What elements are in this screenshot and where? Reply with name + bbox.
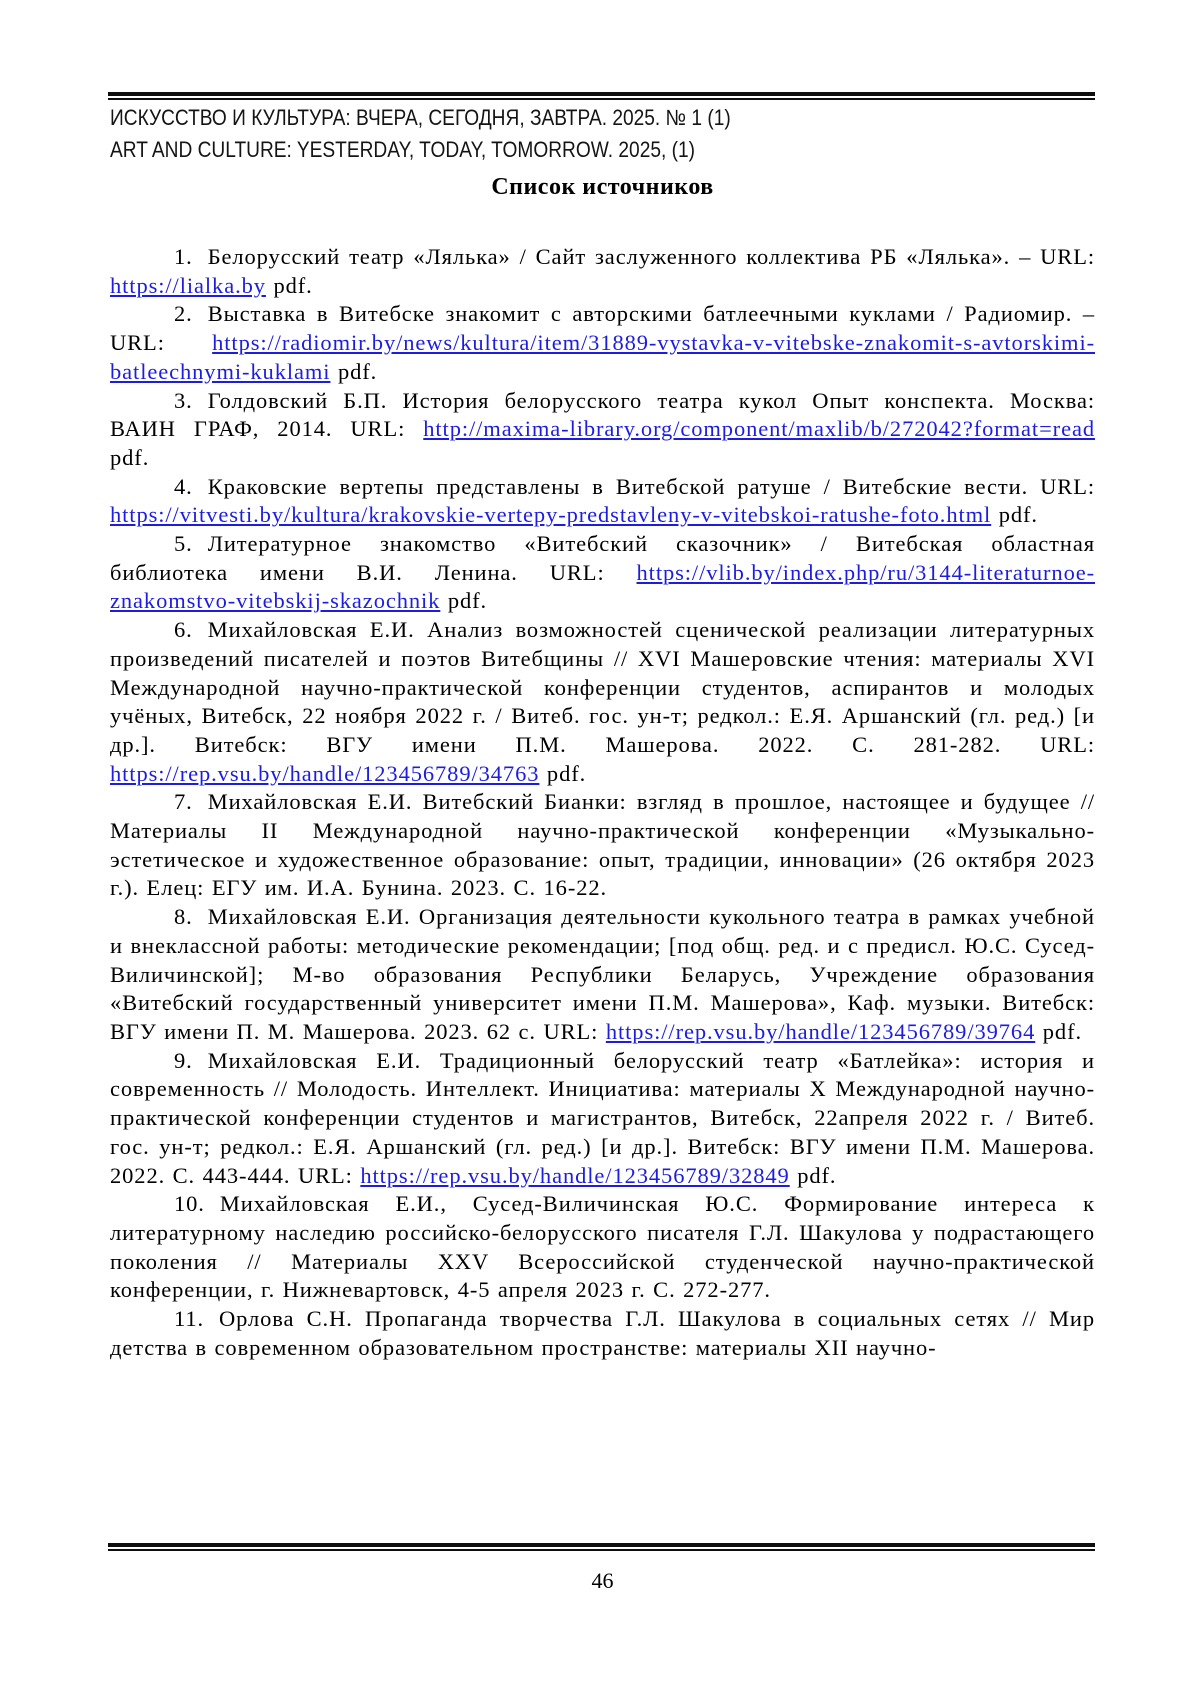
- reference-text-after: pdf.: [789, 1162, 837, 1188]
- reference-item: [110, 788, 1095, 903]
- reference-link[interactable]: https://rep.vsu.by/handle/123456789/39764: [605, 1018, 1036, 1044]
- header-rule: [108, 92, 1095, 100]
- reference-text: Краковские вертепы представлены в Витебской ратуше / Витебские вести. URL:: [207, 473, 1095, 499]
- page-number: 46: [591, 1568, 614, 1593]
- reference-item: [110, 1305, 1095, 1362]
- reference-item: [110, 616, 1095, 788]
- reference-link[interactable]: https://rep.vsu.by/handle/123456789/34763: [110, 760, 540, 786]
- reference-text: Орлова С.Н. Пропаганда творчества Г.Л. Шакулова в социальных сетях // Мир детства в современном образовательном пространстве: материалы XII научно-: [110, 1306, 1095, 1360]
- reference-number: 10.: [174, 1191, 205, 1217]
- section-title: Список источников: [491, 174, 714, 200]
- reference-text: Михайловская Е.И. Витебский Бианки: взгляд в прошлое, настоящее и будущее // Материалы II Международной научно-практической конференции «Музыкально-эстетическое и художественное образование: опыт, традиции, инновации» (26 октября 2023 г.). Елец: ЕГУ им. И.А. Бунина. 2023. С. 16-22.: [110, 789, 1095, 901]
- reference-text: Белорусский театр «Лялька» / Сайт заслуженного коллектива РБ «Лялька». – URL:: [207, 244, 1095, 269]
- reference-text: Голдовский Б.П. История белорусского театра кукол Опыт конспекта. Москва: ВАИН ГРАФ, 2014. URL:: [110, 387, 1095, 442]
- reference-text-after: pdf.: [539, 760, 587, 786]
- reference-link[interactable]: https://vlib.by/index.php/ru/3144-literaturnoe-znakomstvo-vitebskij-skazochnik: [110, 559, 1095, 614]
- reference-text: Выставка в Витебске знакомит с авторскими батлеечными куклами / Радиомир. – URL:: [110, 301, 1095, 356]
- reference-text-after: pdf.: [440, 588, 488, 614]
- reference-link[interactable]: http://maxima-library.org/component/maxlib/b/272042?format=read: [423, 416, 1095, 442]
- reference-text-after: pdf.: [991, 502, 1038, 528]
- reference-number: 11.: [174, 1306, 204, 1332]
- reference-text-after: pdf.: [1035, 1018, 1082, 1044]
- reference-item: [110, 1190, 1095, 1305]
- reference-item: [110, 300, 1095, 386]
- reference-number: 8.: [174, 904, 193, 930]
- reference-item: [110, 903, 1095, 1047]
- reference-item: [110, 243, 1095, 300]
- reference-number: 7.: [174, 789, 193, 815]
- journal-title-en: ART AND CULTURE: YESTERDAY, TODAY, TOMORROW. 2025, (1): [110, 137, 696, 162]
- reference-text-after: pdf.: [110, 444, 150, 470]
- reference-item: [110, 1047, 1095, 1191]
- reference-text: Михайловская Е.И. Организация деятельности кукольного театра в рамках учебной и внеклассной работы: методические рекомендации; [под общ. ред. и с предисл. Ю.С. Сусед-Виличинской]; М-во образования Республики Беларусь, Учреждение образования «Витебский государственный университет имени П.М. Машерова», Каф. музыки. Витебск: ВГУ имени П. М. Машерова. 2023. 62 с. URL:: [110, 904, 1095, 1044]
- reference-link[interactable]: https://rep.vsu.by/handle/123456789/32849: [360, 1162, 790, 1188]
- reference-text: Литературное знакомство «Витебский сказочник» / Витебская областная библиотека имени В.И. Ленина. URL:: [110, 531, 1095, 585]
- reference-number: 3.: [174, 387, 193, 413]
- reference-item: [110, 530, 1095, 616]
- journal-header: [110, 102, 824, 166]
- reference-link[interactable]: https://lialka.by: [110, 272, 266, 298]
- reference-text-after: pdf.: [330, 358, 378, 384]
- reference-text: Михайловская Е.И., Сусед-Виличинская Ю.С. Формирование интереса к литературному наследию российско-белорусского писателя Г.Л. Шакулова у подрастающего поколения // Материалы XXV Всероссийской студенческой научно-практической конференции, г. Нижневартовск, 4-5 апреля 2023 г. С. 272-277.: [110, 1191, 1095, 1303]
- reference-link[interactable]: https://radiomir.by/news/kultura/item/31889-vystavka-v-vitebske-znakomit-s-avtorskimi-batleechnymi-kuklami: [110, 330, 1095, 384]
- reference-number: 6.: [174, 617, 193, 643]
- reference-text: Михайловская Е.И. Анализ возможностей сценической реализации литературных произведений писателей и поэтов Витебщины // XVI Машеровские чтения: материалы XVI Международной научно-практической конференции студентов, аспирантов и молодых учёных, Витебск, 22 ноября 2022 г. / Витеб. гос. ун-т; редкол.: Е.Я. Аршанский (гл. ред.) [и др.]. Витебск: ВГУ имени П.М. Машерова. 2022. С. 281-282. URL:: [110, 617, 1095, 757]
- reference-item: [110, 387, 1095, 473]
- journal-title-ru: ИСКУССТВО И КУЛЬТУРА: ВЧЕРА, СЕГОДНЯ, ЗАВТРА. 2025. № 1 (1): [110, 105, 731, 130]
- reference-link[interactable]: https://vitvesti.by/kultura/krakovskie-vertepy-predstavleny-v-vitebskoi-ratushe-foto.html: [110, 502, 992, 528]
- footer-rule: [108, 1543, 1095, 1551]
- reference-number: 1.: [174, 244, 193, 269]
- reference-text: Михайловская Е.И. Традиционный белорусский театр «Батлейка»: история и современность // Молодость. Интеллект. Инициатива: материалы X Международной научно-практической конференции студентов и магистрантов, Витебск, 22апреля 2022 г. / Витеб. гос. ун-т; редкол.: Е.Я. Аршанский (гл. ред.) [и др.]. Витебск: ВГУ имени П.М. Машерова. 2022. С. 443-444. URL:: [110, 1047, 1095, 1188]
- reference-number: 5.: [174, 531, 193, 557]
- reference-number: 2.: [174, 301, 193, 327]
- references-list: [110, 243, 1095, 1518]
- reference-number: 4.: [174, 473, 193, 499]
- reference-text-after: pdf.: [265, 272, 313, 298]
- reference-number: 9.: [174, 1047, 193, 1073]
- reference-item: [110, 473, 1095, 530]
